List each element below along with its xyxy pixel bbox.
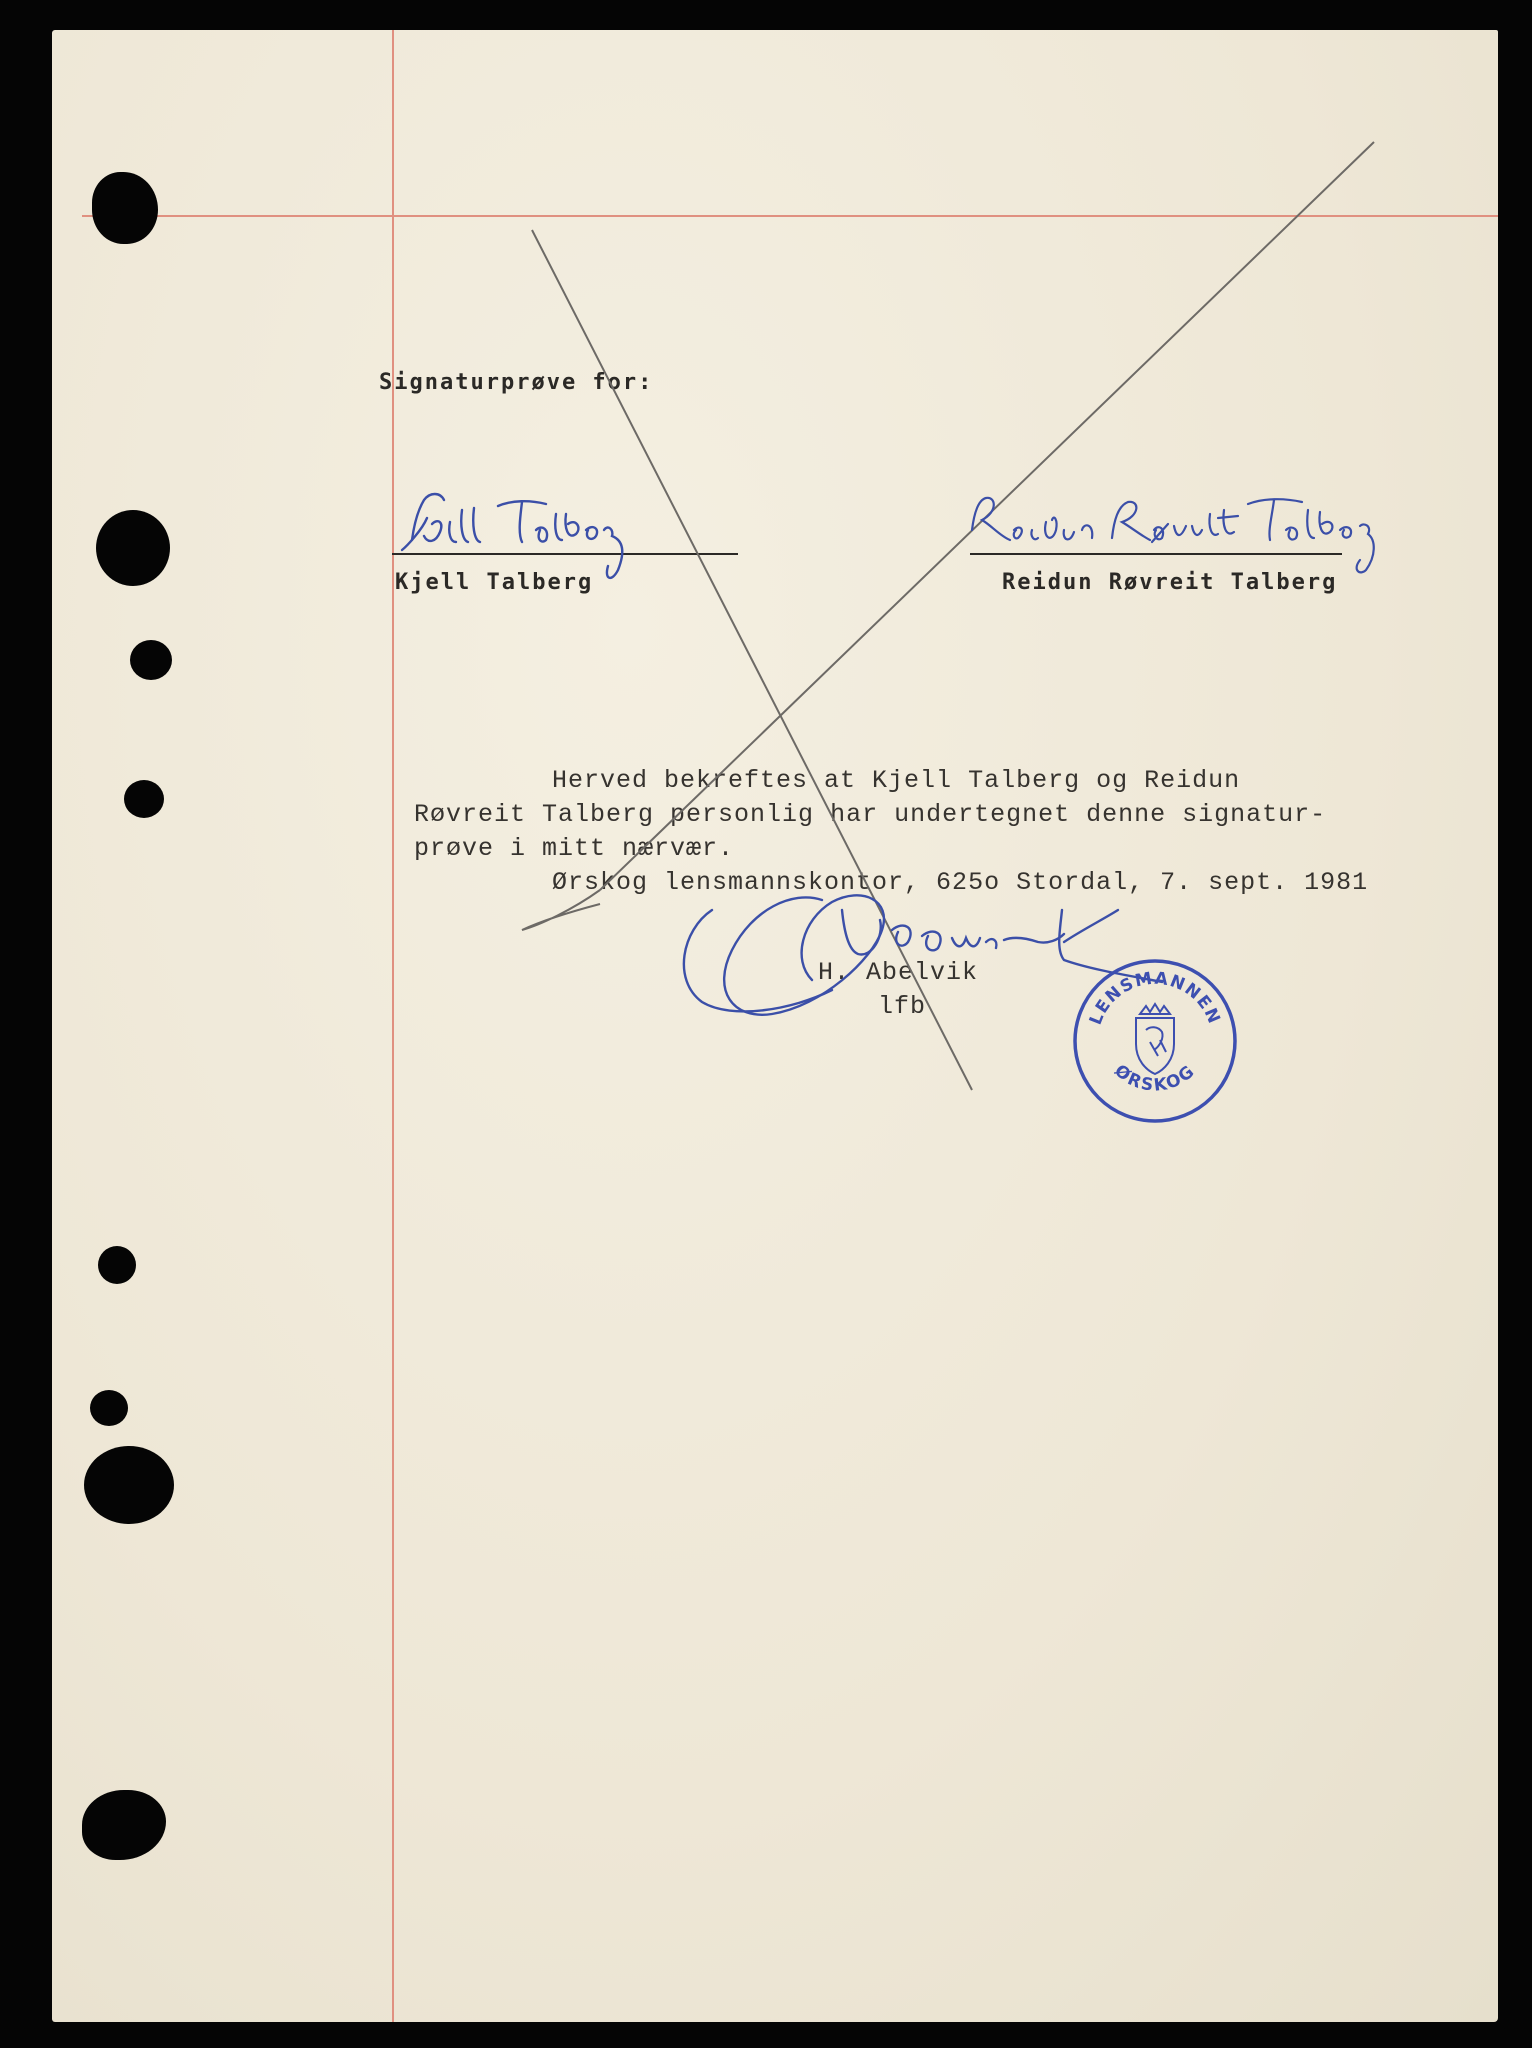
heading-text: Signaturprøve for:: [379, 370, 654, 395]
binder-hole-5-icon: [90, 1390, 128, 1426]
stamp-bottom-text: ØRSKOG: [1110, 1060, 1200, 1096]
cross-out-line-1: [532, 230, 972, 1090]
official-name: H. Abelvik: [818, 958, 979, 987]
certification-line-1: Herved bekreftes at Kjell Talberg og Reidun: [552, 766, 1241, 795]
stamp-top-text: LENSMANNEN: [1085, 968, 1225, 1028]
document-page: [52, 30, 1498, 2022]
typed-name-1: Kjell Talberg: [395, 570, 594, 595]
binder-hole-2-icon: [130, 640, 172, 680]
official-stamp: [1070, 956, 1240, 1126]
coat-of-arms-icon: [1136, 1004, 1174, 1074]
binder-hole-6-icon: [84, 1446, 174, 1524]
signature-kjell-talberg: [402, 494, 622, 578]
binder-hole-1-icon: [96, 510, 170, 586]
certification-line-2: Røvreit Talberg personlig har undertegnet denne signatur-: [414, 800, 1327, 829]
signature-reidun-rovreit-talberg: [972, 498, 1374, 573]
binder-hole-4-icon: [98, 1246, 136, 1284]
certification-line-3: prøve i mitt nærvær.: [414, 834, 735, 863]
typed-name-2: Reidun Røvreit Talberg: [1002, 570, 1338, 595]
svg-text:ØRSKOG: [1110, 1061, 1199, 1096]
certification-line-4: Ørskog lensmannskontor, 625o Stordal, 7. sept. 1981: [552, 868, 1369, 897]
torn-hole-top-icon: [92, 172, 158, 244]
official-title: lfb: [878, 992, 927, 1021]
handwriting-overlay: [52, 30, 1498, 2022]
binder-hole-3-icon: [124, 780, 164, 818]
